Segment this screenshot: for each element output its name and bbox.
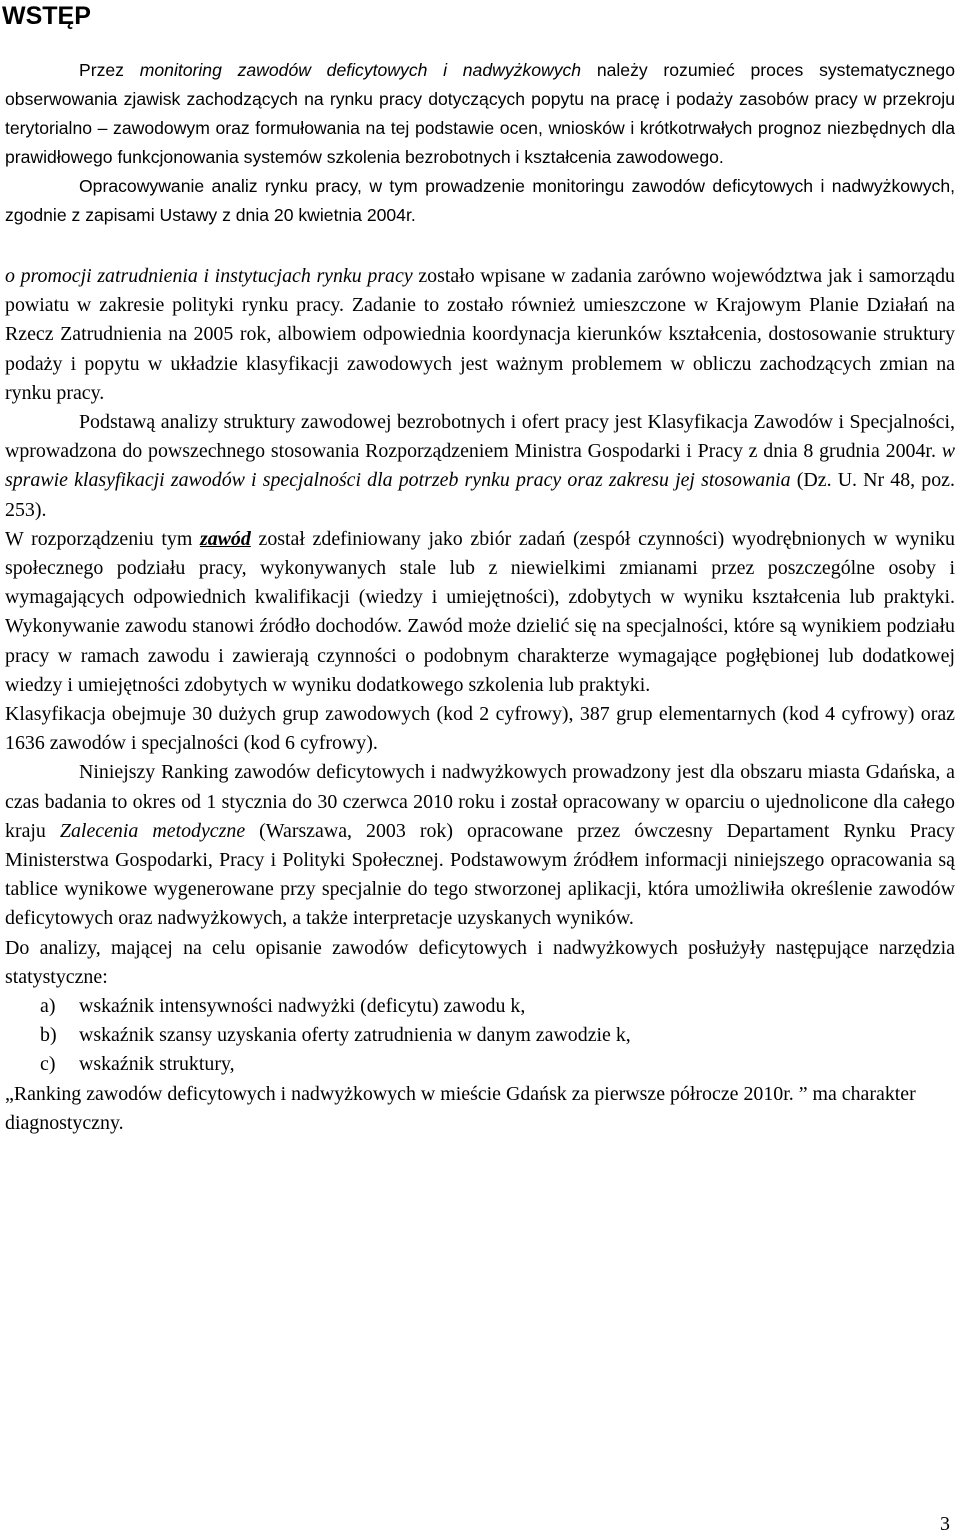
- p3-italic-regulation-title: w sprawie klasyfikacji zawodów i specjalności dla potrzeb rynku pracy oraz zakresu jej stosowania: [5, 440, 955, 492]
- paragraph-monitoring-definition: [5, 56, 955, 172]
- statistical-tools-list: [5, 992, 955, 1080]
- list-item: [5, 1021, 955, 1050]
- p6-text-b: (Warszawa, 2003 rok) opracowane przez ówczesny Departament Rynku Pracy Ministerstwa Gospodarki, Pracy i Polityki Społecznej. Podstawowym źródłem informacji niniejszego opracowania są tablice wynikowe wygenerowane przy specjalnie do tego stworzonej aplikacji, która umożliwiła określenie zawodów deficytowych oraz nadwyżkowych, a także interpretacje uzyskanych wyników.: [5, 819, 955, 930]
- p1-text-b: należy rozumieć proces systematycznego obserwowania zjawisk zachodzących na rynku pracy dotyczących popytu na pracę i podaży zasobów pracy w przekroju terytorialno – zawodowym oraz formułowania na tej podstawie ocen, wniosków i krótkotrwałych prognoz niezbędnych dla prawidłowego funkcjonowania systemów szkolenia bezrobotnych i kształcenia zawodowego.: [5, 60, 955, 167]
- paragraph-labour-market-analysis: [5, 172, 955, 230]
- p3-text-b: (Dz. U. Nr 48, poz. 253).: [5, 469, 955, 521]
- p4-emphasis-term: zawód: [199, 527, 251, 550]
- paragraph-diagnostic-character: „Ranking zawodów deficytowych i nadwyżkowych w mieście Gdańsk za pierwsze półrocze 2010r. ” ma charakter diagnostyczny.: [5, 1082, 916, 1134]
- paragraph-classification-counts: Klasyfikacja obejmuje 30 dużych grup zawodowych (kod 2 cyfrowy), 387 grup elementarnych (kod 4 cyfrowy) oraz 1636 zawodów i specjalności (kod 6 cyfrowy).: [5, 703, 955, 755]
- p3-text-a: Podstawą analizy struktury zawodowej bezrobotnych i ofert pracy jest Klasyfikacja Zawodów i Specjalności, wprowadzona do powszechnego stosowania Rozporządzeniem Ministra Gospodarki i Pracy z dnia 8 grudnia 2004r.: [5, 411, 955, 463]
- p2-text-a: Opracowywanie analiz rynku pracy, w tym prowadzenie monitoringu zawodów deficytowych i nadwyżkowych, zgodnie z zapisami Ustawy z dnia 20 kwietnia 2004r.: [5, 176, 955, 225]
- paragraph-statistical-tools: Do analizy, mającej na celu opisanie zawodów deficytowych i nadwyżkowych posłużyły następujące narzędzia statystyczne:: [5, 936, 955, 988]
- paragraph-classification-basis: [5, 408, 955, 525]
- list-item-text: wskaźnik struktury,: [79, 1053, 235, 1076]
- page-number: 3: [940, 1513, 950, 1535]
- list-marker: a): [40, 995, 56, 1018]
- list-marker: c): [40, 1053, 56, 1076]
- section-heading: WSTĘP: [2, 2, 91, 30]
- list-marker: b): [40, 1024, 57, 1047]
- list-item: [5, 992, 955, 1021]
- list-item-text: wskaźnik intensywności nadwyżki (deficytu) zawodu k,: [79, 995, 526, 1018]
- p2-italic-act-title: o promocji zatrudnienia i instytucjach rynku pracy: [5, 265, 413, 287]
- p1-text-a: Przez: [79, 60, 140, 80]
- p6-italic-guidelines: Zalecenia metodyczne: [59, 819, 246, 842]
- list-item: [5, 1050, 955, 1079]
- p1-italic-term: monitoring zawodów deficytowych i nadwyżkowych: [139, 60, 582, 80]
- paragraph-ranking-scope: [5, 758, 955, 933]
- p2-text-b: zostało wpisane w zadania zarówno województwa jak i samorządu powiatu w zakresie polityki rynku pracy. Zadanie to zostało również umieszczone w Krajowym Planie Działań na Rzecz Zatrudnienia na 2005 rok, albowiem odpowiednia koordynacja kierunków kształcenia, dostosowanie struktury podaży i popytu w układzie klasyfikacji zawodowych jest ważnym problemem w obliczu zachodzących zmian na rynku pracy.: [5, 265, 955, 404]
- p6-text-a: Niniejszy Ranking zawodów deficytowych i nadwyżkowych prowadzony jest dla obszaru miasta Gdańska, a czas badania to okres od 1 stycznia do 30 czerwca 2010 roku i został opracowany w oparciu o ujednolicone dla całego kraju: [5, 761, 955, 842]
- paragraph-law-continuation: [5, 262, 955, 408]
- p4-text-b: został zdefiniowany jako zbiór zadań (zespół czynności) wyodrębnionych w wyniku społecznego podziału pracy, wykonywanych stale lub z niewielkimi zmianami przez poszczególne osoby i wymagających odpowiednich kwalifikacji (wiedzy i umiejętności), zdobytych w wyniku kształcenia lub praktyki. Wykonywanie zawodu stanowi źródło dochodów. Zawód może dzielić się na specjalności, które są wynikiem podziału pracy w ramach zawodu i zawierają czynności o podobnym charakterze wymagające pogłębionej lub dodatkowej wiedzy i umiejętności zdobytych w wyniku dodatkowego szkolenia lub praktyki.: [5, 527, 955, 696]
- p4-text-a: W rozporządzeniu tym: [5, 527, 200, 550]
- main-serif-block: [5, 262, 955, 1138]
- paragraph-profession-definition: [5, 525, 955, 700]
- list-item-text: wskaźnik szansy uzyskania oferty zatrudnienia w danym zawodzie k,: [79, 1024, 631, 1047]
- intro-sans-block: [5, 56, 955, 230]
